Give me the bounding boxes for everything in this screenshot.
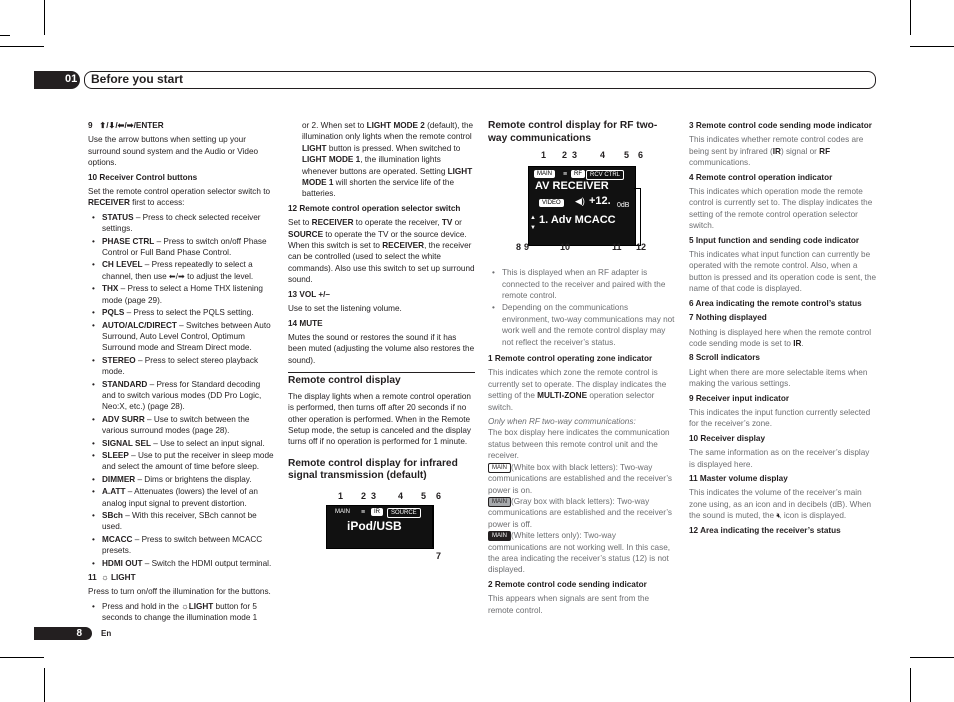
callout-9: 9 — [524, 242, 530, 253]
item-9-body: Use the arrow buttons when setting up your surround sound system and the Audio or Video options. — [88, 135, 259, 168]
rf-badge: RF — [571, 170, 585, 178]
crop-mark — [44, 668, 45, 702]
scroll-down-icon: ▼ — [530, 225, 536, 232]
callout-10: 10 — [560, 242, 571, 253]
callout-11: 11 — [612, 242, 622, 253]
list-item: • CH LEVEL – Press repeatedly to select a channel, then use ⬅/➡ to adjust the level. — [88, 259, 274, 282]
column-1 — [88, 120, 274, 627]
speaker-icon: ◀) — [575, 196, 585, 207]
callout-3: 3 — [572, 150, 578, 161]
note-1-gray-box: MAIN (Gray box with black letters): Two-way communications are established and the receiver’s power is off. — [488, 496, 673, 529]
crop-mark — [910, 46, 954, 47]
note-9-heading: 9 Receiver input indicator — [689, 393, 790, 403]
zone-badge: MAIN — [335, 508, 350, 515]
crop-mark — [44, 0, 45, 35]
note-2-body: This appears when signals are sent from the remote control. — [488, 594, 650, 615]
list-item: • SLEEP – Use to put the receiver in sleep mode and select the amount of time before sleep. — [88, 450, 274, 473]
status-area-outline — [634, 188, 641, 246]
note-10-body: The same information as on the receiver’s display is displayed here. — [689, 448, 870, 469]
arrow-keys-icon: ⬆/⬇/⬅/➡ — [99, 121, 134, 130]
item-11-list — [88, 601, 274, 624]
list-item: • THX – Press to select a Home THX listening mode (page 29). — [88, 283, 274, 306]
item-11-body: Press to turn on/off the illumination for the buttons. — [88, 587, 271, 597]
rf-display-heading: Remote control display for RF two-way communications — [488, 120, 658, 144]
crop-mark — [910, 668, 911, 702]
note-1-white-box: MAIN (White box with black letters): Two-way communications are established and the receiver’s power is on. — [488, 462, 673, 495]
note-1-white-letters: MAIN (White letters only): Two-way communications are not working well. In this case, the area indicating the receiver’s status (12) is not displayed. — [488, 531, 671, 575]
callout-12: 12 — [636, 242, 647, 253]
ir-display-heading: Remote control display for infrared signal transmission (default) — [288, 457, 458, 482]
item-13-heading: 13 VOL +/– — [288, 289, 330, 299]
receiver-buttons-list — [88, 212, 274, 569]
note-4-body: This indicates which operation mode the remote control is currently set to. The display indicates the setting of the remote control operation selector switch. — [689, 187, 873, 231]
column-4 — [689, 120, 877, 539]
list-item: • SBch – With this receiver, SBch cannot be used. — [88, 510, 274, 533]
callout-1: 1 — [338, 490, 344, 501]
note-12-heading: 12 Area indicating the receiver’s status — [689, 525, 841, 535]
item-14-heading: 14 MUTE — [288, 318, 323, 328]
main-badge-white: MAIN — [488, 463, 511, 473]
callout-3: 3 — [371, 490, 377, 501]
input-name: iPod/USB — [347, 518, 402, 533]
header-outline — [84, 71, 876, 89]
light-icon: ☼ — [181, 601, 189, 611]
rcv-ctrl-badge: RCV CTRL — [586, 170, 624, 180]
light-icon: ☼ — [101, 573, 109, 583]
note-3-heading: 3 Remote control code sending mode indicator — [689, 121, 872, 130]
callout-4: 4 — [600, 150, 606, 161]
item-11-heading: 11 ☼ LIGHT — [88, 573, 136, 583]
note-11-body: This indicates the volume of the receiver’s main zone using, as an icon and in decibels (dB). When the sound is muted, the 🔇︎ icon is displayed. — [689, 488, 872, 521]
chapter-number: 01 — [65, 73, 78, 85]
signal-icon: ≡ — [361, 508, 366, 516]
item-10-heading: 10 Receiver Control buttons — [88, 172, 198, 182]
main-badge-dark: MAIN — [488, 531, 511, 541]
main-badge-gray: MAIN — [488, 497, 511, 507]
note-1-heading: 1 Remote control operating zone indicator — [488, 354, 653, 364]
note-8-heading: 8 Scroll indicators — [689, 353, 760, 363]
note-11-heading: 11 Master volume display — [689, 473, 788, 483]
rf-notes — [488, 267, 676, 348]
list-item: • A.ATT – Attenuates (lowers) the level of an analog input signal to prevent distortion. — [88, 486, 274, 509]
receiver-name: AV RECEIVER — [535, 180, 609, 193]
status-area-outline — [432, 505, 434, 547]
column-2 — [288, 120, 475, 587]
remote-display-heading: Remote control display — [288, 375, 401, 387]
item-10-body: Set the remote control operation selector switch to RECEIVER first to access: — [88, 187, 271, 208]
list-item: • Press and hold in the ☼LIGHT button for 5 seconds to change the illumination mode 1 — [88, 601, 274, 624]
list-item: • This is displayed when an RF adapter is connected to the receiver and paired with the remote control. — [488, 267, 676, 301]
callout-2: 2 — [562, 150, 568, 161]
item-9-heading: 9 ⬆/⬇/⬅/➡/ENTER — [88, 121, 164, 130]
item-12-body: Set to RECEIVER to operate the receiver, TV or SOURCE to operate the TV or the source device. When this switch is set to RECEIVER, the receiver can be controlled (used to select the white commands). Also use this switch to set up surround sound. — [288, 218, 475, 285]
section-header — [34, 71, 876, 89]
crop-mark — [0, 35, 10, 36]
list-item: • AUTO/ALC/DIRECT – Switches between Auto Surround, Auto Level Control, Optimum Surround mode and Stream Direct mode. — [88, 320, 274, 354]
section-divider — [288, 372, 475, 373]
zone-badge: MAIN — [534, 170, 555, 178]
note-5-body: This indicates what input function can currently be operated with the remote control. Also, when a button is pressed and its operation code is sent, the name of that code is displayed. — [689, 250, 877, 294]
note-7-body: Nothing is displayed here when the remote control code sending mode is set to IR. — [689, 327, 872, 348]
scroll-up-icon: ▲ — [530, 215, 536, 222]
list-item: • PHASE CTRL – Press to switch on/off Phase Control or Full Band Phase Control. — [88, 236, 274, 259]
rf-display-diagram — [488, 148, 676, 253]
list-item: • HDMI OUT – Switch the HDMI output terminal. — [88, 558, 274, 569]
list-item: • ADV SURR – Use to switch between the various surround modes (page 28). — [88, 414, 274, 437]
volume-db: 0dB — [617, 202, 630, 210]
source-badge: SOURCE — [387, 508, 421, 518]
callout-6: 6 — [638, 150, 644, 161]
remote-display-body: The display lights when a remote control operation is performed, then turns off after 20 seconds if no other operation is performed. When in the Remote Setup mode, the setup is canceled and the display turns off if no operation is performed for 1 minute. — [288, 391, 471, 447]
list-item: • STATUS – Press to check selected receiver settings. — [88, 212, 274, 235]
item-12-heading: 12 Remote control operation selector switch — [288, 203, 461, 213]
note-1-body: This indicates which zone the remote control is currently set to operate. The display indicates the setting of the MULTI-ZONE operation selector switch. — [488, 368, 667, 412]
ir-display-diagram — [288, 491, 475, 587]
callout-4: 4 — [398, 490, 404, 501]
note-1-italic: Only when RF two-way communications: — [488, 417, 636, 427]
list-item: • SIGNAL SEL – Use to select an input signal. — [88, 438, 274, 449]
note-4-heading: 4 Remote control operation indicator — [689, 172, 833, 182]
page-number-badge — [34, 627, 92, 640]
note-3-body: This indicates whether remote control codes are being sent by infrared (IR) signal or RF communications. — [689, 135, 864, 168]
ir-badge: IR — [371, 508, 383, 516]
callout-6: 6 — [436, 490, 442, 501]
receiver-display-text: 1. Adv MCACC — [539, 214, 616, 227]
note-8-body: Light when there are more selectable items when making the various settings. — [689, 367, 868, 389]
page-number: 8 — [76, 628, 82, 639]
language-code: En — [101, 629, 112, 638]
list-item: • STEREO – Press to select stereo playback mode. — [88, 355, 274, 378]
callout-1: 1 — [541, 150, 547, 161]
volume-value: +12. — [589, 195, 611, 208]
callout-2: 2 — [361, 490, 367, 501]
note-7-heading: 7 Nothing displayed — [689, 313, 767, 323]
signal-icon: ≡ — [563, 171, 568, 179]
list-item: • MCACC – Press to switch between MCACC presets. — [88, 534, 274, 557]
rf-lcd-screen — [528, 166, 636, 246]
list-item: • DIMMER – Dims or brightens the display. — [88, 474, 274, 485]
note-5-heading: 5 Input function and sending code indicator — [689, 235, 860, 245]
list-item: • Depending on the communications environment, two-way communications may not work well and the remote control display may not reflect the receiver’s status. — [488, 302, 676, 348]
note-6-heading: 6 Area indicating the remote control’s status — [689, 298, 862, 308]
mute-icon: 🔇︎ — [776, 511, 782, 521]
crop-mark — [0, 657, 44, 658]
crop-mark — [910, 0, 911, 35]
note-10-heading: 10 Receiver display — [689, 433, 766, 443]
input-badge: VIDEO — [539, 199, 564, 207]
light-mode-text: or 2. When set to LIGHT MODE 2 (default), the illumination only lights when the remote control LIGHT button is pressed. When switched to LIGHT MODE 1, the illumination lights whenever buttons are operated. Setting LIGHT MODE 1 will shorten the service life of the batteries. — [302, 121, 474, 199]
list-item: • STANDARD – Press for Standard decoding and to switch various modes (DD Pro Logic, Neo:X, etc.) (page 28). — [88, 379, 274, 413]
column-3 — [488, 120, 676, 619]
callout-5: 5 — [624, 150, 630, 161]
item-13-body: Use to set the listening volume. — [288, 304, 402, 314]
callout-8: 8 — [516, 242, 522, 253]
callout-7: 7 — [436, 550, 442, 561]
note-2-heading: 2 Remote control code sending indicator — [488, 579, 647, 589]
ir-lcd-screen — [326, 505, 434, 549]
crop-mark — [910, 657, 954, 658]
crop-mark — [0, 46, 44, 47]
item-14-body: Mutes the sound or restores the sound if it has been muted (adjusting the volume also restores the sound). — [288, 332, 475, 365]
callout-5: 5 — [421, 490, 427, 501]
note-1-desc: The box display here indicates the communication status between this remote control unit and the receiver. — [488, 428, 670, 461]
note-9-body: This indicates the input function currently selected for the receiver’s zone. — [689, 407, 871, 429]
page-title: Before you start — [91, 72, 184, 86]
list-item: • PQLS – Press to select the PQLS setting. — [88, 307, 274, 318]
